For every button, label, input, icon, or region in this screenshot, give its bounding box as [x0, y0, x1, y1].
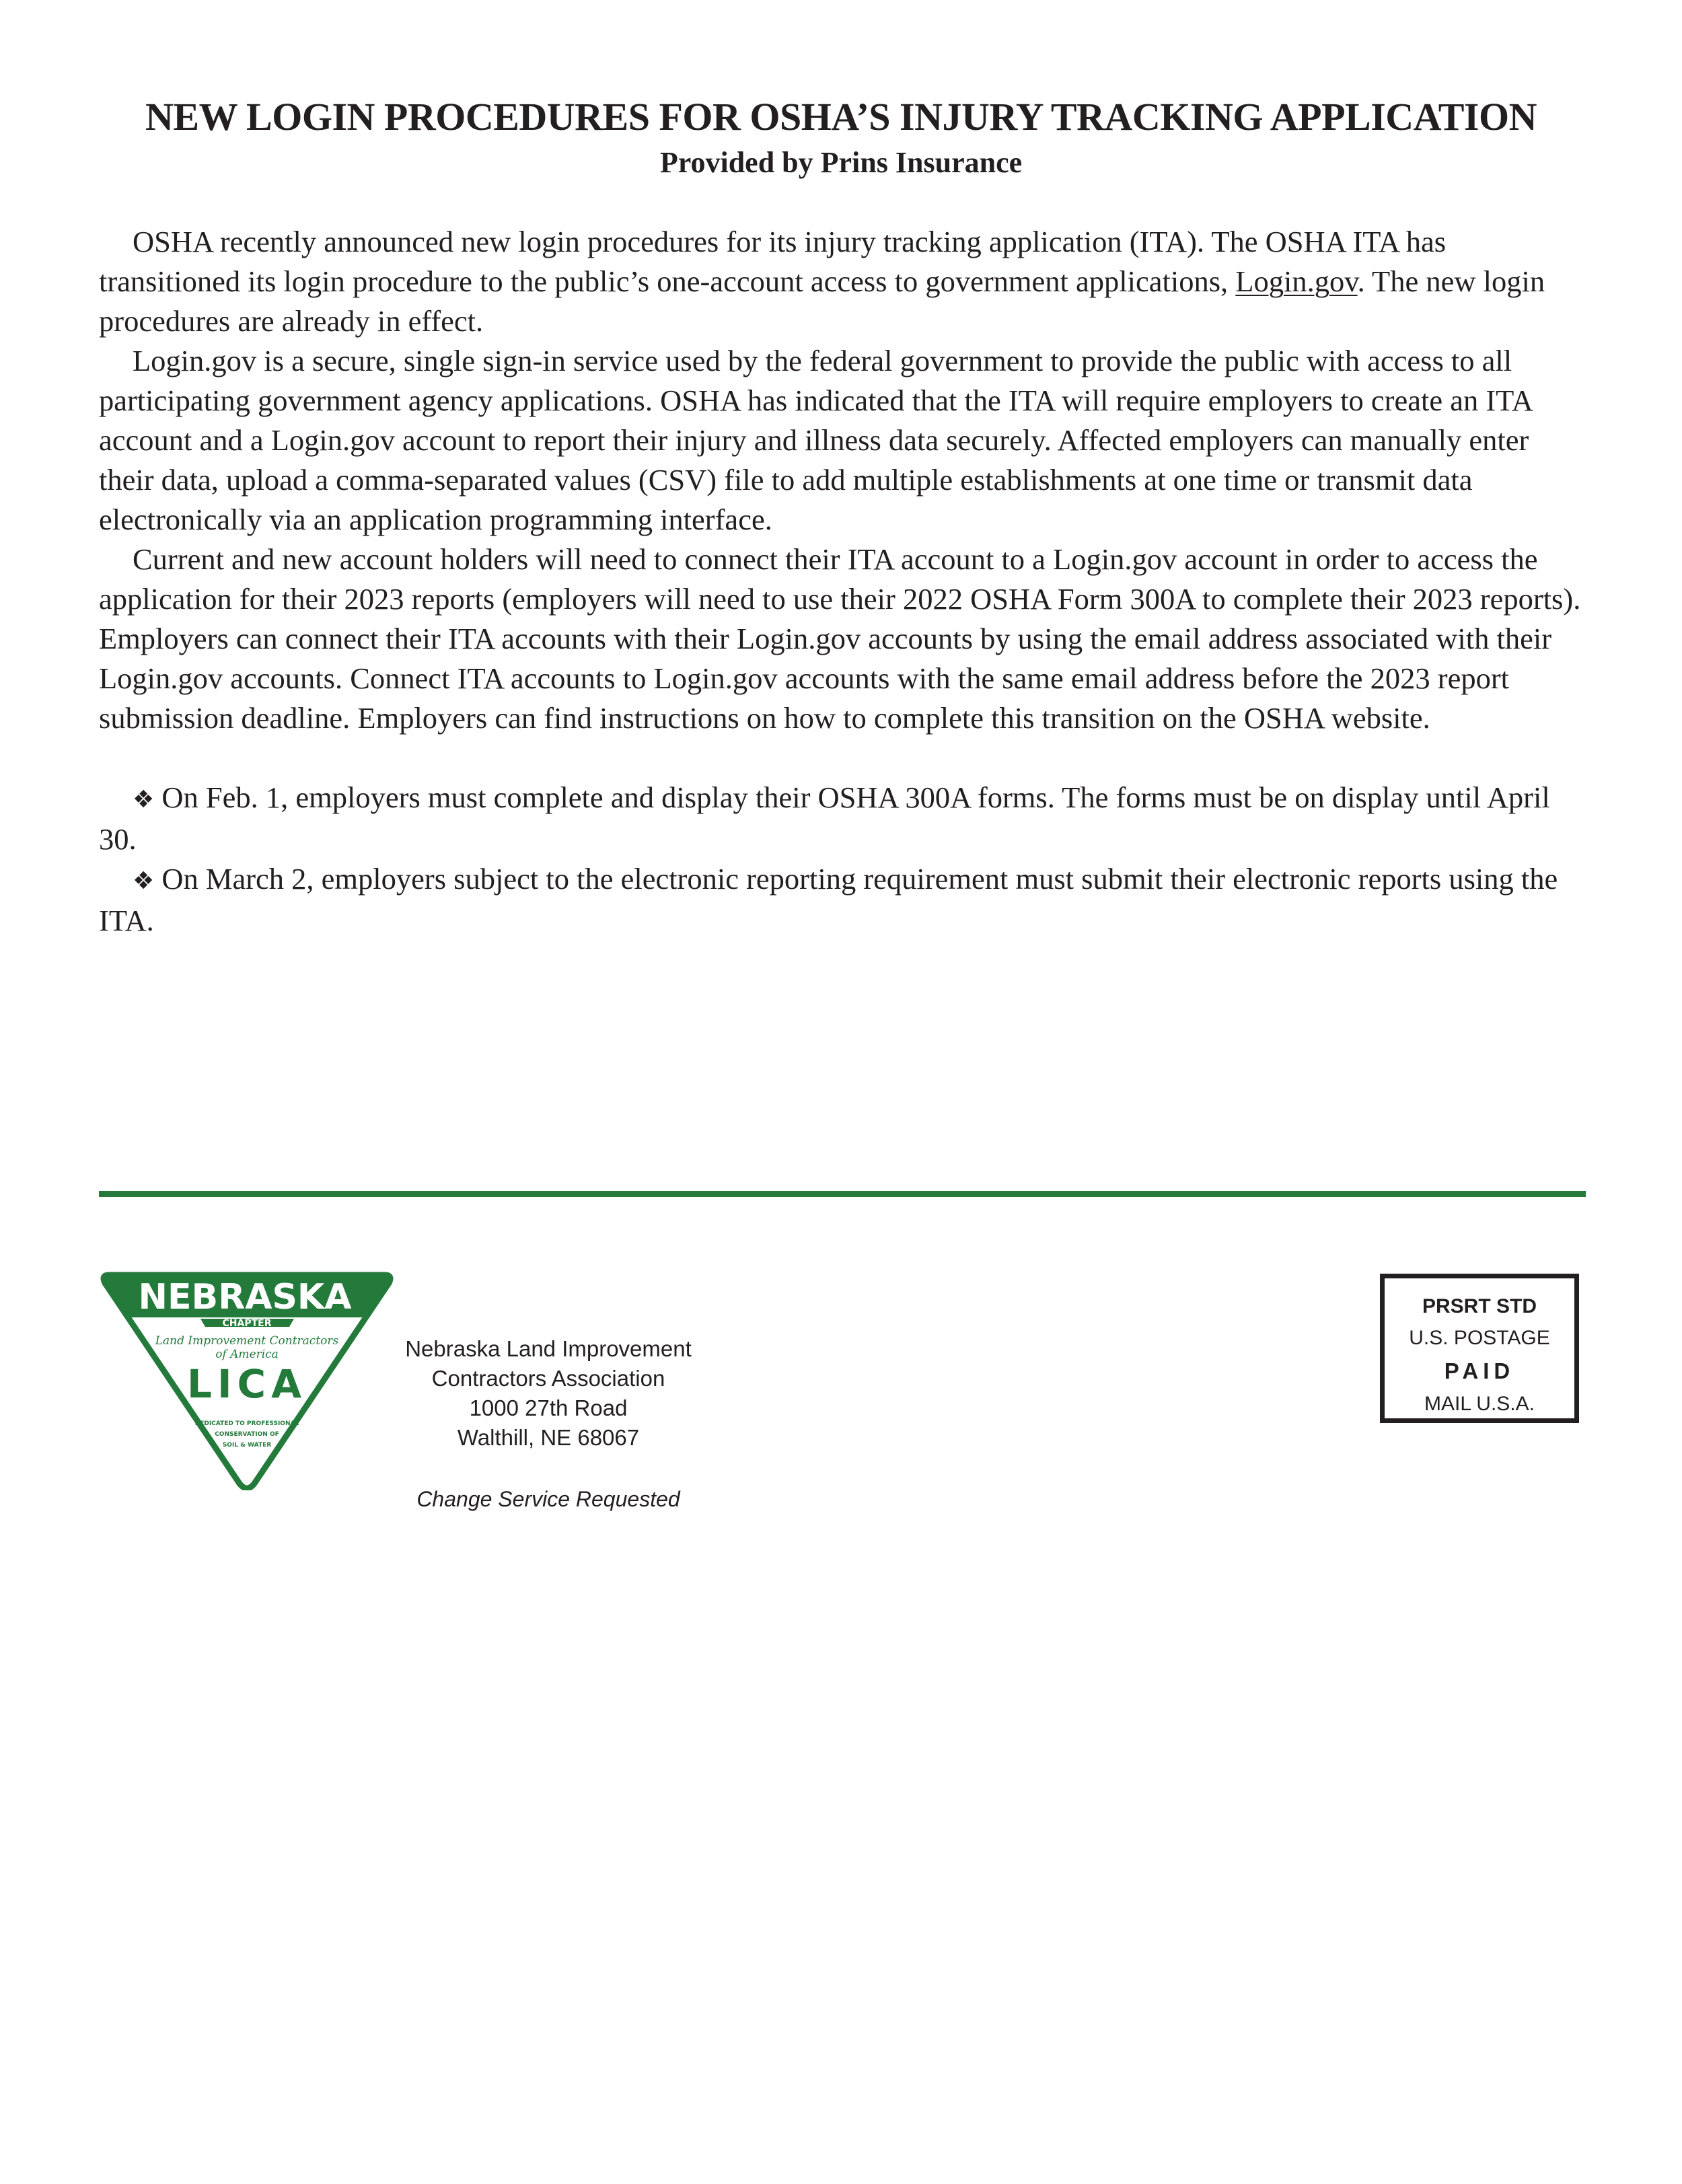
logo-motto-line2: CONSERVATION OF [215, 1431, 279, 1438]
address-line: Nebraska Land Improvement [405, 1336, 692, 1361]
diamond-bullet-icon: ❖ [133, 786, 155, 813]
nebraska-lica-logo [96, 1272, 398, 1490]
logo-acronym: LICA [187, 1361, 307, 1407]
change-service-requested: Change Service Requested [416, 1487, 680, 1511]
logo-chapter-text: CHAPTER [222, 1318, 272, 1329]
paragraph-1-text-start: OSHA recently announced new login procedures for its injury tracking application (ITA). The OSHA ITA has transitioned its login procedure to the public’s one-account access to government applications, [99, 225, 1447, 298]
postage-line-paid: PAID [1444, 1358, 1515, 1383]
bullet-item [99, 859, 1589, 941]
divider-rule [99, 1191, 1586, 1197]
postage-line-prsrt: PRSRT STD [1422, 1295, 1537, 1317]
bullet-text: On March 2, employers subject to the electronic reporting requirement must submit their electronic reports using the ITA. [99, 862, 1558, 937]
diamond-bullet-icon: ❖ [133, 867, 155, 895]
postage-indicia [1380, 1274, 1579, 1423]
paragraph-3: Current and new account holders will need to connect their ITA account to a Login.gov account in order to access the application for their 2023 reports (employers will need to use their 2022 OSHA Form 300A to complete their 2023 reports). Employers can connect their ITA accounts with their Login.gov accounts by using the email address associated with their Login.gov accounts. Connect ITA accounts to Login.gov accounts with the same email address before the 2023 report submission deadline. Employers can find instructions on how to complete this transition on the OSHA website. [99, 542, 1581, 735]
article-subtitle: Provided by Prins Insurance [659, 146, 1023, 179]
login-gov-link[interactable]: Login.gov [1235, 264, 1358, 298]
logo-org-line2: of America [215, 1348, 279, 1361]
logo-motto-line1: DEDICATED TO PROFESSIONAL [194, 1420, 299, 1427]
logo-motto-line3: SOIL & WATER [222, 1442, 272, 1449]
address-line: 1000 27th Road [469, 1395, 628, 1420]
logo-org-line1: Land Improvement Contractors [155, 1334, 339, 1348]
bullet-item [99, 778, 1589, 859]
address-line: Walthill, NE 68067 [457, 1425, 640, 1450]
address-line: Contractors Association [431, 1366, 665, 1391]
return-address [377, 1334, 720, 1453]
logo-state-text: NEBRASKA [138, 1277, 352, 1317]
postage-line-us-postage: U.S. POSTAGE [1409, 1327, 1550, 1349]
paragraph-1 [99, 222, 1589, 341]
article-title: NEW LOGIN PROCEDURES FOR OSHA’S INJURY TRACKING APPLICATION [145, 95, 1537, 139]
postage-line-mail: MAIL U.S.A. [1424, 1393, 1535, 1415]
bullet-text: On Feb. 1, employers must complete and display their OSHA 300A forms. The forms must be on display until April 30. [99, 780, 1550, 856]
paragraph-2: Login.gov is a secure, single sign-in service used by the federal government to provide the public with access to all participating government agency applications. OSHA has indicated that the ITA will require employers to create an ITA account and a Login.gov account to report their injury and illness data securely. Affected employers can manually enter their data, upload a comma-separated values (CSV) file to add multiple establishments at one time or transmit data electronically via an application programming interface. [99, 344, 1532, 536]
article-body [99, 222, 1589, 941]
paragraph-1-text-end: . The new login procedures are already in effect. [99, 264, 1545, 338]
